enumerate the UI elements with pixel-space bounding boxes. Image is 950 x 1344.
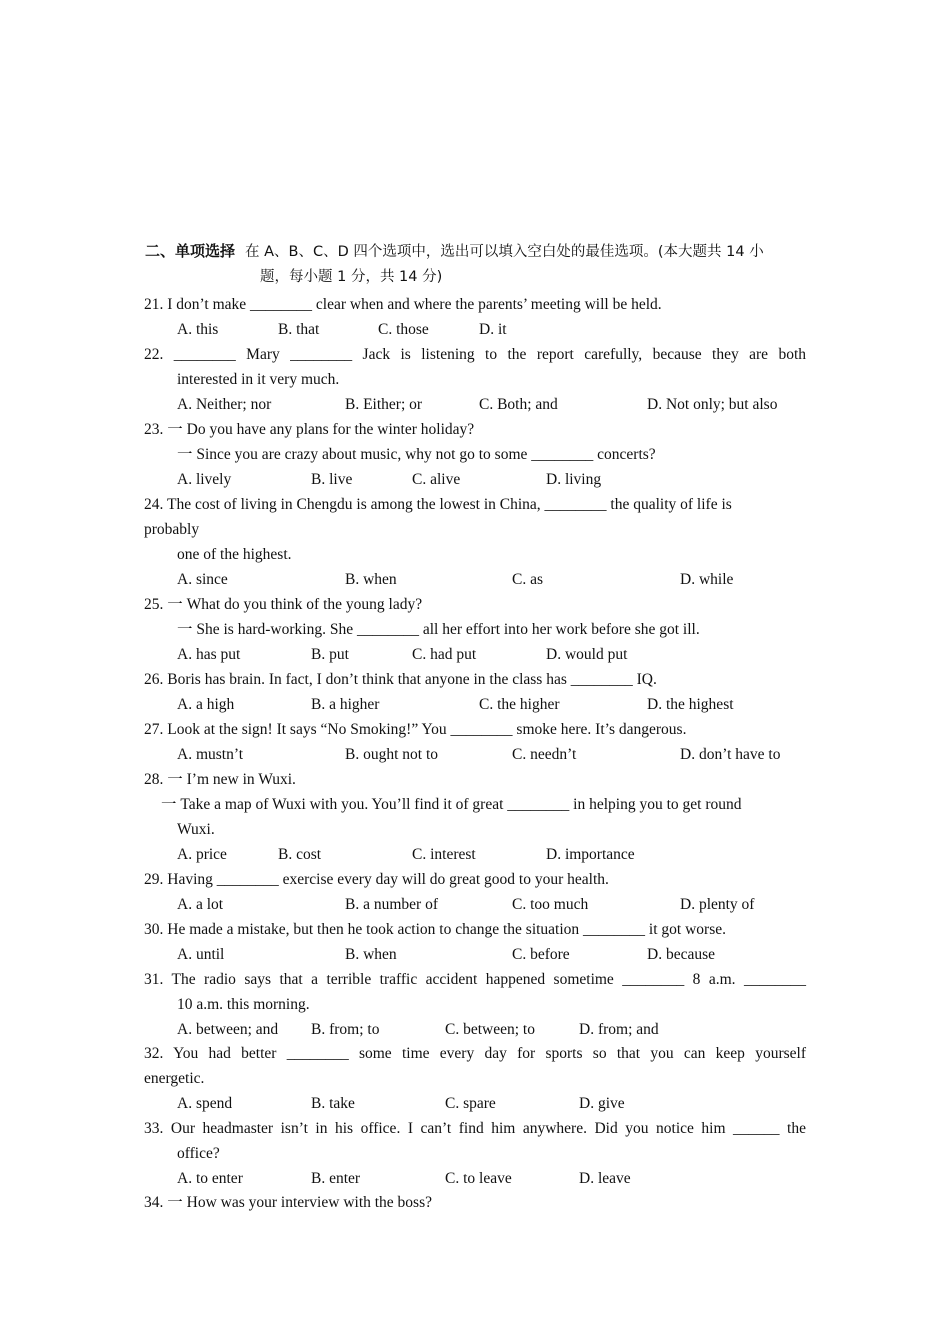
q22-option-a: A. Neither; nor — [177, 396, 272, 413]
q29-option-c: C. too much — [512, 896, 589, 913]
question-21: 21. I don’t make ________ clear when and where the parents’ meeting will be held. — [144, 296, 662, 313]
q27-option-d: D. don’t have to — [680, 746, 781, 763]
question-29: 29. Having ________ exercise every day will do great good to your health. — [144, 871, 609, 888]
q21-option-b: B. that — [278, 321, 320, 338]
question-23: 23. 一 Do you have any plans for the winter holiday? — [144, 421, 475, 438]
question-22: 22. ________ Mary ________ Jack is listening to the report carefully, because they are both — [144, 346, 806, 363]
question-28: 28. 一 I’m new in Wuxi. — [144, 771, 296, 788]
q26-option-a: A. a high — [177, 696, 235, 713]
q33-option-d: D. leave — [579, 1170, 631, 1187]
q25-option-d: D. would put — [546, 646, 628, 663]
q32-option-a: A. spend — [177, 1095, 233, 1112]
q28-option-c: C. interest — [412, 846, 476, 863]
question-23-reply: 一 Since you are crazy about music, why not go to some ________ concerts? — [177, 446, 656, 463]
q26-option-c: C. the higher — [479, 696, 560, 713]
q22-option-c: C. Both; and — [479, 396, 558, 413]
question-26: 26. Boris has brain. In fact, I don’t think that anyone in the class has ________ IQ. — [144, 671, 657, 688]
q30-option-d: D. because — [647, 946, 715, 963]
q29-option-b: B. a number of — [345, 896, 438, 913]
q23-option-b: B. live — [311, 471, 353, 488]
question-27: 27. Look at the sign! It says “No Smoking!” You ________ smoke here. It’s dangerous. — [144, 721, 687, 738]
q25-option-b: B. put — [311, 646, 349, 663]
q31-option-d: D. from; and — [579, 1021, 659, 1038]
question-33: 33. Our headmaster isn’t in his office. I can’t find him anywhere. Did you notice him ______ the — [144, 1120, 806, 1137]
question-33-cont: office? — [177, 1145, 220, 1162]
q27-option-c: C. needn’t — [512, 746, 577, 763]
question-28-cont: Wuxi. — [177, 821, 215, 838]
question-24: 24. The cost of living in Chengdu is among the lowest in China, ________ the quality of life is — [144, 496, 732, 513]
q29-option-d: D. plenty of — [680, 896, 755, 913]
q24-option-a: A. since — [177, 571, 228, 588]
q23-option-d: D. living — [546, 471, 602, 488]
question-32: 32. You had better ________ some time every day for sports so that you can keep yourself — [144, 1045, 806, 1062]
q33-option-a: A. to enter — [177, 1170, 243, 1187]
q23-option-a: A. lively — [177, 471, 232, 488]
question-32-cont: energetic. — [144, 1070, 205, 1087]
q33-option-c: C. to leave — [445, 1170, 512, 1187]
q33-option-b: B. enter — [311, 1170, 361, 1187]
q31-option-b: B. from; to — [311, 1021, 380, 1038]
section-instruction-cont: 题，每小题 1 分，共 14 分) — [260, 269, 443, 285]
q27-option-b: B. ought not to — [345, 746, 439, 763]
question-25: 25. 一 What do you think of the young lady? — [144, 596, 423, 613]
question-31-cont: 10 a.m. this morning. — [177, 996, 310, 1013]
q27-option-a: A. mustn’t — [177, 746, 244, 763]
q23-option-c: C. alive — [412, 471, 461, 488]
section-header — [145, 241, 764, 262]
q24-option-b: B. when — [345, 571, 397, 588]
q30-option-c: C. before — [512, 946, 570, 963]
q31-option-c: C. between; to — [445, 1021, 535, 1038]
q32-option-c: C. spare — [445, 1095, 496, 1112]
question-24-cont: probably — [144, 521, 200, 538]
q29-option-a: A. a lot — [177, 896, 224, 913]
q24-option-c: C. as — [512, 571, 543, 588]
q32-option-b: B. take — [311, 1095, 355, 1112]
q24-option-d: D. while — [680, 571, 734, 588]
q28-option-a: A. price — [177, 846, 227, 863]
q21-option-a: A. this — [177, 321, 219, 338]
q30-option-b: B. when — [345, 946, 397, 963]
question-22-cont: interested in it very much. — [177, 371, 340, 388]
question-30: 30. He made a mistake, but then he took action to change the situation ________ it got worse. — [144, 921, 726, 938]
section-instruction: 在 A、B、C、D 四个选项中，选出可以填入空白处的最佳选项。(本大题共 14 小 — [245, 244, 764, 260]
q22-option-b: B. Either; or — [345, 396, 423, 413]
question-34: 34. 一 How was your interview with the boss? — [144, 1194, 432, 1211]
section-title: 二、单项选择 — [145, 242, 236, 260]
q31-option-a: A. between; and — [177, 1021, 279, 1038]
q25-option-a: A. has put — [177, 646, 241, 663]
q32-option-d: D. give — [579, 1095, 625, 1112]
q28-option-b: B. cost — [278, 846, 322, 863]
q21-option-c: C. those — [378, 321, 429, 338]
q25-option-c: C. had put — [412, 646, 477, 663]
q22-option-d: D. Not only; but also — [647, 396, 778, 413]
question-28-reply: 一 Take a map of Wuxi with you. You’ll find it of great ________ in helping you to get round — [161, 796, 742, 813]
question-24-cont-2: one of the highest. — [177, 546, 292, 563]
question-31: 31. The radio says that a terrible traffic accident happened sometime ________ 8 a.m. ________ — [144, 971, 806, 988]
q26-option-b: B. a higher — [311, 696, 380, 713]
question-25-reply: 一 She is hard-working. She ________ all her effort into her work before she got ill. — [177, 621, 700, 638]
q30-option-a: A. until — [177, 946, 225, 963]
q28-option-d: D. importance — [546, 846, 635, 863]
q21-option-d: D. it — [479, 321, 507, 338]
q26-option-d: D. the highest — [647, 696, 734, 713]
